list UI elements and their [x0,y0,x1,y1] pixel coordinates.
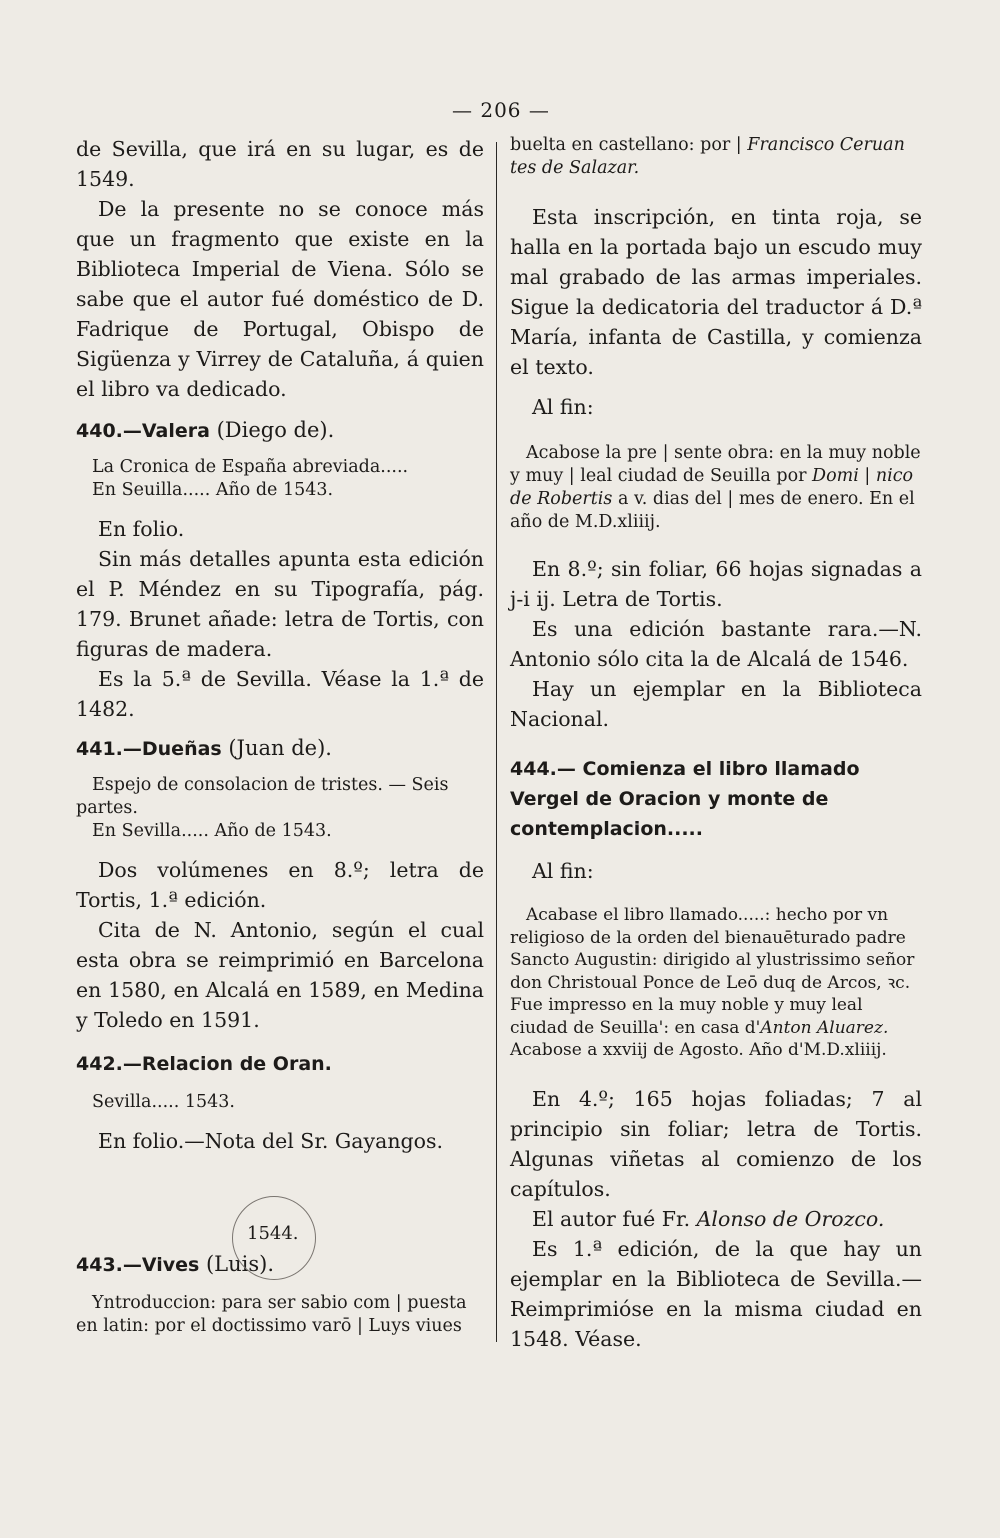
paragraph: Cita de N. Antonio, según el cual esta obra se reimprimió en Barcelona en 1580, en Alcalá en 1589, en Medina y Toledo en 1591. [76,918,484,1032]
quoted-imprint: En Seuilla..... Año de 1543. [92,480,334,500]
entry-author: (Diego de). [216,418,335,442]
entry-author: (Luis). [205,1252,274,1276]
entry-heading-440 [76,418,484,442]
paragraph: En folio.—Nota del Sr. Gayangos. [98,1129,444,1153]
quoted-imprint: En Sevilla..... Año de 1543. [92,821,332,841]
italic-name: Francisco Ceruan tes de Salazar. [510,135,905,178]
paragraph: Es una edición bastante rara.—N. Antonio sólo cita la de Alcalá de 1546. [510,617,922,671]
quoted-title: La Cronica de España abreviada..... [92,457,409,477]
column-divider [496,142,497,1342]
paragraph: Es la 5.ª de Sevilla. Véase la 1.ª de 1482. [76,667,484,721]
colophon-quote: Acabase el libro llamado.....: hecho por vn religioso de la orden del bienauēturado padre Sancto Augustin: dirigido al ylustrissimo señor don Christoual Ponce de Leō duq de Arcos, ꝛc. Fue impresso en la muy noble y muy leal ciudad de Seuilla': en casa d'Anton Aluarez. Acabose a xxviij de Agosto. Año d'M.D.xliiij. [510,905,915,1060]
entry-heading-442: 442.—Relacion de Oran. [76,1053,332,1075]
left-column [76,134,484,1338]
paragraph: Esta inscripción, en tinta roja, se halla en la portada bajo un escudo muy mal grabado de las armas imperiales. Sigue la dedicatoria del traductor á D.ª María, infanta de Castilla, y comienza el texto. [510,205,922,379]
entry-author: (Juan de). [228,736,332,760]
paragraph: En folio. [98,517,185,541]
colophon-quote: Acabose la pre | sente obra: en la muy noble y muy | leal ciudad de Seuilla por Domi | nico de Robertis a v. dias del | mes de enero. En el año de M.D.xliiij. [510,443,921,532]
paragraph: De la presente no se conoce más que un fragmento que existe en la Biblioteca Imperial de Viena. Sólo se sabe que el autor fué doméstico de D. Fadrique de Portugal, Obispo de Sigüenza y Virrey de Cataluña, á quien el libro va dedicado. [76,197,484,401]
page-number: — 206 — [452,98,550,122]
entry-title: Comienza el libro llamado Vergel de Oracion y monte de contemplacion..... [510,758,860,840]
paragraph: El autor fué Fr. Alonso de Orozco. [532,1206,885,1231]
paragraph: En 4.º; 165 hojas foliadas; 7 al principio sin foliar; letra de Tortis. Algunas viñetas al comienzo de los capítulos. [510,1086,922,1201]
quoted-title: Yntroduccion: para ser sabio com | puesta en latin: por el doctissimo varō | Luys viues [76,1293,467,1336]
entry-number: 443.—Vives [76,1254,200,1276]
entry-heading-444 [510,754,922,844]
paragraph: Al fin: [532,395,594,419]
right-column [510,134,922,1354]
paragraph: Dos volúmenes en 8.º; letra de Tortis, 1.ª edición. [76,858,484,912]
paragraph: de Sevilla, que irá en su lugar, es de 1549. [76,137,484,191]
entry-number: 440.—Valera [76,420,210,442]
paragraph: Al fin: [532,859,594,883]
quoted-title: Espejo de consolacion de tristes. — Seis partes. [76,775,449,818]
entry-number: 444.— [510,758,576,780]
paragraph: Hay un ejemplar en la Biblioteca Nacional. [510,677,922,731]
entry-heading-441 [76,736,484,760]
entry-number: 441.—Dueñas [76,738,222,760]
paragraph: Es 1.ª edición, de la que hay un ejemplar en la Biblioteca de Sevilla.—Reimprimióse en la misma ciudad en 1548. Véase. [510,1236,922,1351]
year-stamp: 1544. [232,1196,316,1280]
quoted-title-continuation: buelta en castellano: por | Francisco Ceruan tes de Salazar. [510,135,905,178]
quoted-imprint: Sevilla..... 1543. [92,1092,235,1112]
paragraph: Sin más detalles apunta esta edición el P. Méndez en su Tipografía, pág. 179. Brunet añade: letra de Tortis, con figuras de madera. [76,547,484,661]
paragraph: En 8.º; sin foliar, 66 hojas signadas a j-i ij. Letra de Tortis. [510,557,922,611]
